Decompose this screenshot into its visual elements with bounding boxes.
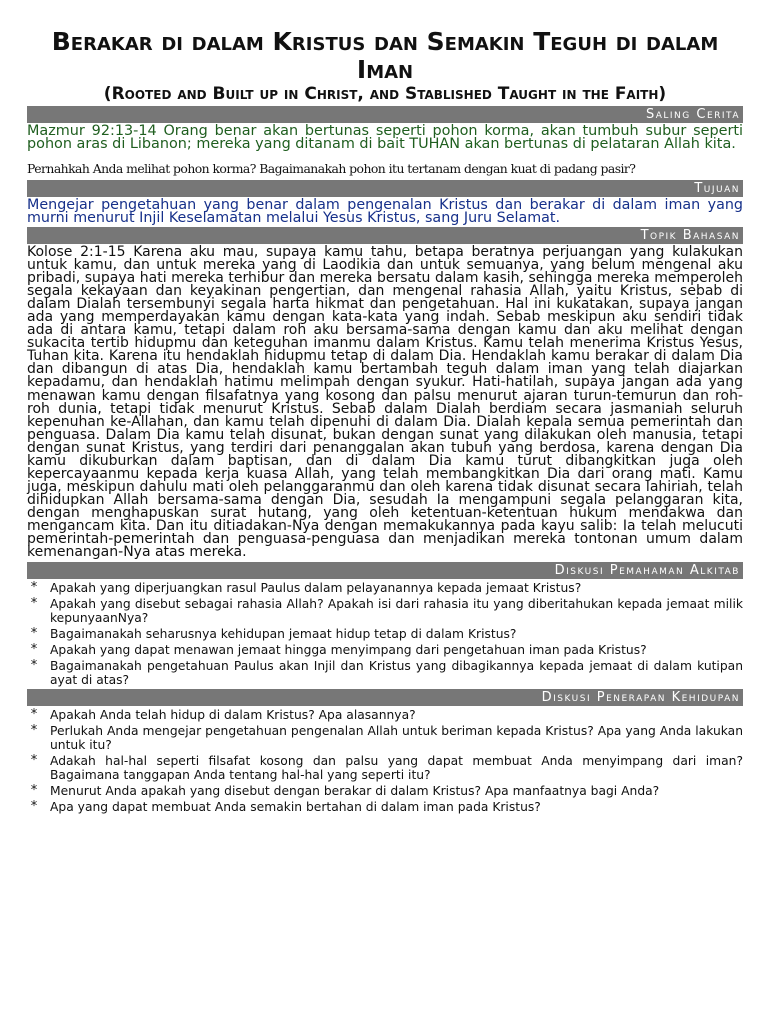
bullet-icon: * (30, 753, 38, 769)
scripture-passage: Kolose 2:1-15 Karena aku mau, supaya kamu tahu, betapa beratnya perjuangan yang kulakukan untuk kamu, dan untuk mereka yang di Laodikia dan untuk semuanya, yang belum mengenal aku pribadi, supaya hati mereka terhibur dan mereka bersatu dalam kasih, sehingga mereka memperoleh segala kekayaan dan keyakinan pengertian, dan mengenal rahasia Allah, yaitu Kristus, sebab di dalam Dialah tersembunyi segala harta hikmat dan pengetahuan. Hal ini kukatakan, supaya jangan ada yang memperdayakan kamu dengan kata-kata yang indah. Sebab meskipun aku sendiri tidak ada di antara kamu, tetapi dalam roh aku bersama-sama dengan kamu dan aku melihat dengan sukacita tertib hidupmu dan keteguhan imanmu dalam Kristus. Kamu telah menerima Kristus Yesus, Tuhan kita. Karena itu hendaklah hidupmu tetap di dalam Dia. Hendaklah kamu berakar di dalam Dia dan dibangun di atas Dia, hendaklah kamu bertambah teguh dalam iman yang telah diajarkan kepadamu, dan hendaklah hatimu melimpah dengan syukur. Hati-hatilah, supaya jangan ada yang menawan kamu dengan filsafatnya yang kosong dan palsu menurut ajaran turun-temurun dan roh-roh dunia, tetapi tidak menurut Kristus. Sebab dalam Dialah berdiam secara jasmaniah seluruh kepenuhan ke-Allahan, dan kamu telah dipenuhi di dalam Dia. Dialah kepala semua pemerintah dan penguasa. Dalam Dia kamu telah disunat, bukan dengan sunat yang dilakukan oleh manusia, tetapi dengan sunat Kristus, yang terdiri dari penanggalan akan tubuh yang berdosa, karena dengan Dia kamu dikuburkan dalam baptisan, dan di dalam Dia kamu turut dibangkitkan juga oleh kepercayaanmu kepada kerja kuasa Allah, yang telah membangkitkan Dia dari orang mati. Kamu juga, meskipun dahulu mati oleh pelanggaranmu dan oleh karena tidak disunat secara lahiriah, telah dihidupkan Allah bersama-sama dengan Dia, sesudah Ia mengampuni segala pelanggaran kita, dengan menghapuskan surat hutang, yang oleh ketentuan-ketentuan hukum mendakwa dan mengancam kita. Dan itu ditiadakan-Nya dengan memakukannya pada kayu salib: Ia telah melucuti pemerintah-pemerintah dan penguasa-penguasa dan menjadikan mereka tontonan umum dalam kemenangan-Nya atas mereka. (27, 244, 743, 561)
page-subtitle: (Rooted and Built up in Christ, and Stablished Taught in the Faith) (103, 84, 667, 104)
section-header-topik-bahasan: Topik Bahasan (27, 227, 743, 244)
question-item (27, 643, 743, 657)
bullet-icon: * (30, 707, 38, 723)
application-questions (27, 706, 743, 814)
page-title: Berakar di dalam Kristus dan Semakin Teguh di dalam Iman (51, 27, 719, 84)
question-text: Bagaimanakah seharusnya kehidupan jemaat hidup tetap di dalam Kristus? (50, 627, 517, 642)
question-text: Perlukah Anda mengejar pengetahuan pengenalan Allah untuk beriman kepada Kristus? Apa yang Anda lakukan untuk itu? (50, 724, 743, 753)
bullet-icon: * (30, 799, 38, 815)
question-item (27, 724, 743, 752)
question-item (27, 597, 743, 625)
question-text: Menurut Anda apakah yang disebut dengan berakar di dalam Kristus? Apa manfaatnya bagi Anda? (50, 784, 660, 799)
document-page (27, 0, 743, 814)
question-text: Apakah yang diperjuangkan rasul Paulus dalam pelayanannya kepada jemaat Kristus? (50, 581, 582, 596)
purpose-text: Mengejar pengetahuan yang benar dalam pengenalan Kristus dan berakar di dalam iman yang murni menurut Injil Keselamatan melalui Yesus Kristus, sang Juru Selamat. (27, 197, 743, 226)
question-item (27, 784, 743, 798)
question-text: Adakah hal-hal seperti filsafat kosong dan palsu yang dapat membuat Anda menyimpang dari iman? Bagaimana tanggapan Anda tentang hal-hal yang seperti itu? (50, 754, 743, 783)
bullet-icon: * (30, 580, 38, 596)
bullet-icon: * (30, 626, 38, 642)
question-item (27, 627, 743, 641)
question-item (27, 659, 743, 687)
question-text: Apa yang dapat membuat Anda semakin bertahan di dalam iman pada Kristus? (50, 800, 541, 815)
bullet-icon: * (30, 642, 38, 658)
opening-question: Pernahkah Anda melihat pohon korma? Bagaimanakah pohon itu tertanam dengan kuat di padang pasir? (27, 161, 636, 176)
question-text: Apakah Anda telah hidup di dalam Kristus? Apa alasannya? (50, 708, 416, 723)
bullet-icon: * (30, 658, 38, 674)
understanding-questions (27, 579, 743, 687)
section-header-tujuan: Tujuan (27, 180, 743, 197)
bullet-icon: * (30, 596, 38, 612)
question-text: Bagaimanakah pengetahuan Paulus akan Injil dan Kristus yang dibagikannya kepada jemaat di dalam kutipan ayat di atas? (50, 659, 743, 688)
bullet-icon: * (30, 723, 38, 739)
section-header-diskusi-pemahaman: Diskusi Pemahaman Alkitab (27, 562, 743, 579)
question-item (27, 708, 743, 722)
question-item (27, 800, 743, 814)
question-item (27, 581, 743, 595)
opening-verse: Mazmur 92:13-14 Orang benar akan bertunas seperti pohon korma, akan tumbuh subur seperti pohon aras di Libanon; mereka yang ditanam di bait TUHAN akan bertunas di pelataran Allah kita. (27, 123, 743, 152)
section-header-diskusi-penerapan: Diskusi Penerapan Kehidupan (27, 689, 743, 706)
question-item (27, 754, 743, 782)
question-text: Apakah yang disebut sebagai rahasia Allah? Apakah isi dari rahasia itu yang diberitahukan kepada jemaat milik kepunyaanNya? (50, 597, 743, 626)
question-text: Apakah yang dapat menawan jemaat hingga menyimpang dari pengetahuan iman pada Kristus? (50, 643, 647, 658)
bullet-icon: * (30, 783, 38, 799)
section-header-saling-cerita: Saling Cerita (27, 106, 743, 123)
